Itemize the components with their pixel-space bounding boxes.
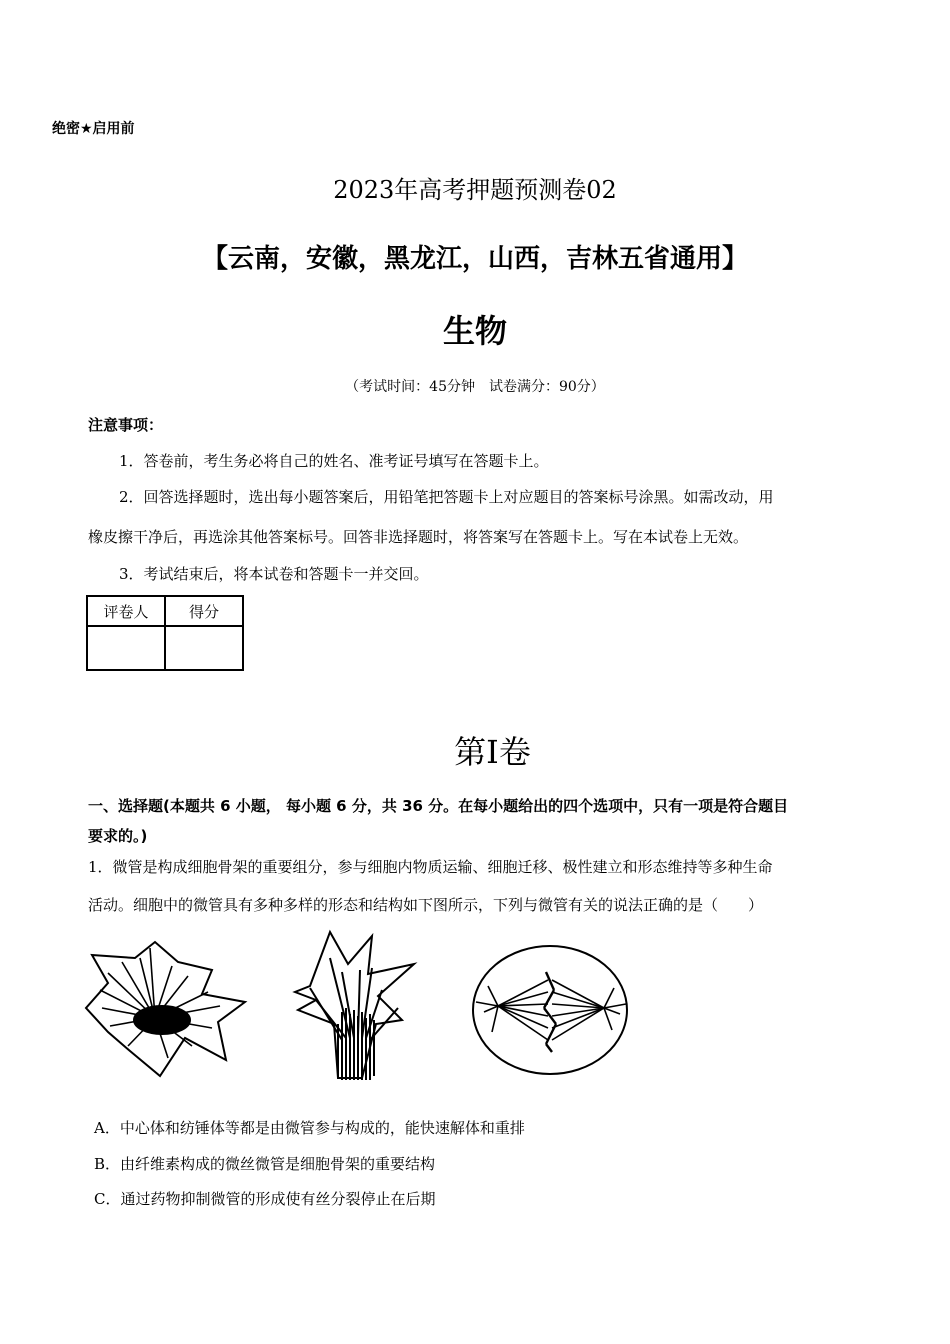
score-table-cell-score[interactable] — [165, 626, 243, 670]
section-heading-cont: 要求的。) — [88, 827, 148, 845]
exam-info: （考试时间：45分钟 试卷满分：90分） — [345, 379, 605, 395]
volume-title: 第I卷 — [454, 733, 531, 771]
question-1-stem: 1．微管是构成细胞骨架的重要组分，参与细胞内物质运输、细胞迁移、极性建立和形态维持等多种生命 — [88, 858, 773, 876]
subject-title: 生物 — [442, 312, 507, 350]
note-item-2: 2．回答选择题时，选出每小题答案后，用铅笔把答题卡上对应题目的答案标号涂黑。如需改动，用 — [119, 488, 774, 506]
option-c: C．通过药物抑制微管的形成使有丝分裂停止在后期 — [94, 1190, 436, 1208]
question-1-stem-cont: 活动。细胞中的微管具有多种多样的形态和结构如下图所示，下列与微管有关的说法正确的是（ ） — [88, 896, 764, 914]
option-a: A．中心体和纺锤体等都是由微管参与构成的，能快速解体和重排 — [94, 1119, 525, 1137]
score-table-header-grader: 评卷人 — [87, 596, 165, 626]
cell-diagram-3 — [473, 946, 627, 1074]
score-table — [86, 595, 244, 671]
cell-diagram-2 — [295, 932, 414, 1080]
cell-diagram-1 — [86, 942, 245, 1076]
option-b: B．由纤维素构成的微丝微管是细胞骨架的重要结构 — [94, 1155, 436, 1173]
score-table-header-score: 得分 — [165, 596, 243, 626]
score-table-cell-grader[interactable] — [87, 626, 165, 670]
section-heading: 一、选择题(本题共 6 小题， 每小题 6 分，共 36 分。在每小题给出的四个选项中，只有一项是符合题目 — [88, 797, 789, 815]
note-item-3: 3．考试结束后，将本试卷和答题卡一并交回。 — [119, 565, 429, 583]
note-item-2-cont: 橡皮擦干净后，再选涂其他答案标号。回答非选择题时，将答案写在答题卡上。写在本试卷上无效。 — [88, 528, 749, 546]
microtubule-figure — [80, 928, 640, 1090]
region-subtitle: 【云南，安徽，黑龙江，山西，吉林五省通用】 — [201, 244, 748, 274]
exam-title: 2023年高考押题预测卷02 — [333, 176, 617, 204]
notes-title: 注意事项： — [88, 416, 164, 434]
confidential-mark: 绝密★启用前 — [52, 121, 135, 137]
note-item-1: 1．答卷前，考生务必将自己的姓名、准考证号填写在答题卡上。 — [119, 452, 549, 470]
